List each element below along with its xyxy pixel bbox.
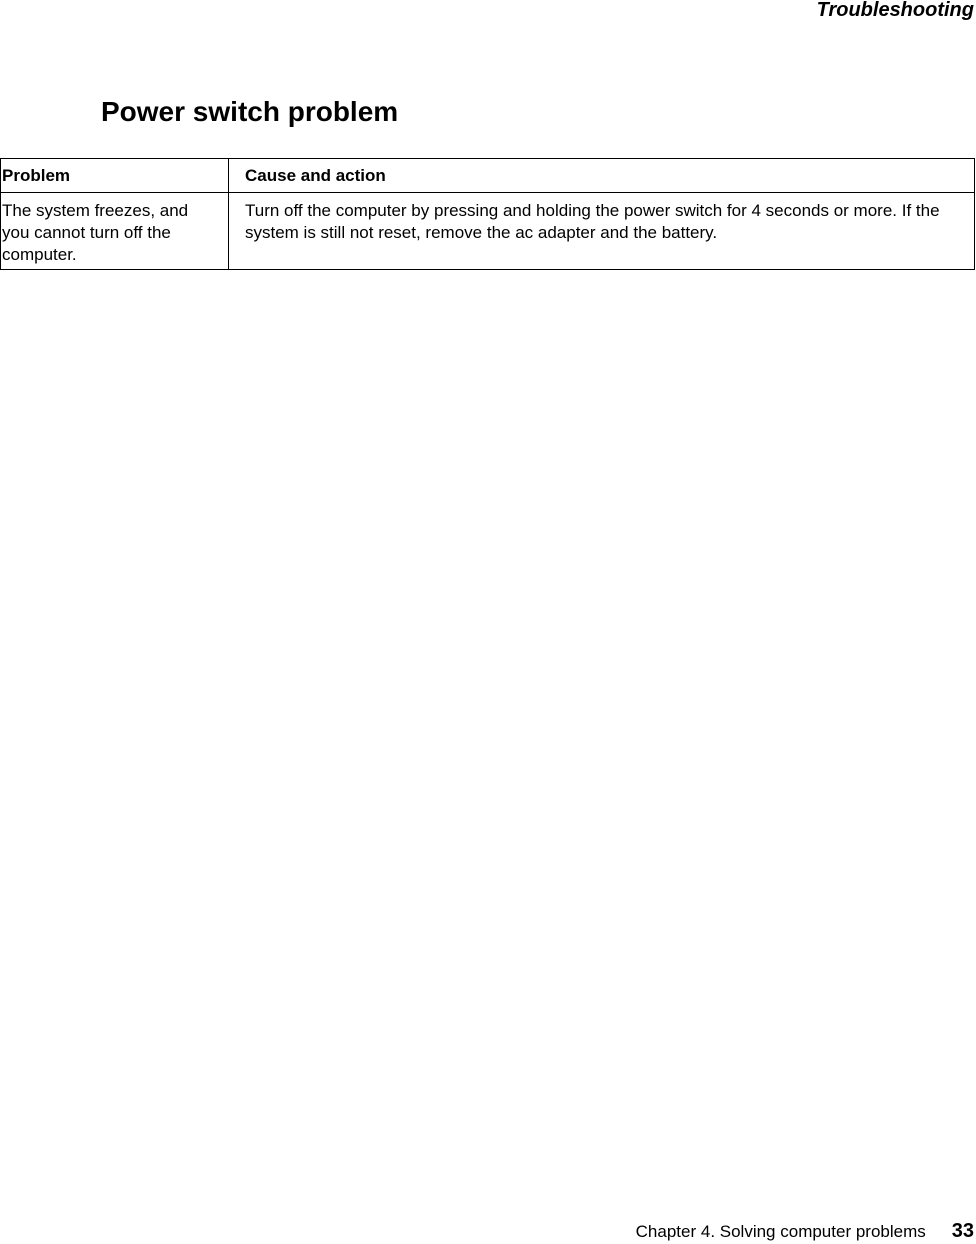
cause-and-action-cell: Turn off the computer by pressing and holding the power switch for 4 seconds or more. If the system is still not reset, remove the ac adapter and the battery. xyxy=(229,193,975,270)
troubleshooting-table xyxy=(0,158,975,270)
table-row xyxy=(1,193,975,270)
page-number: 33 xyxy=(951,1220,974,1242)
footer-chapter-title: Chapter 4. Solving computer problems xyxy=(635,1222,926,1241)
section-title: Power switch problem xyxy=(101,96,399,127)
column-header-problem: Problem xyxy=(1,159,229,193)
column-header-cause-and-action: Cause and action xyxy=(229,159,975,193)
page-footer xyxy=(636,1219,974,1244)
running-header: Troubleshooting xyxy=(816,0,974,21)
problem-cell: The system freezes, and you cannot turn off the computer. xyxy=(1,193,229,270)
table-header-row xyxy=(1,159,975,193)
